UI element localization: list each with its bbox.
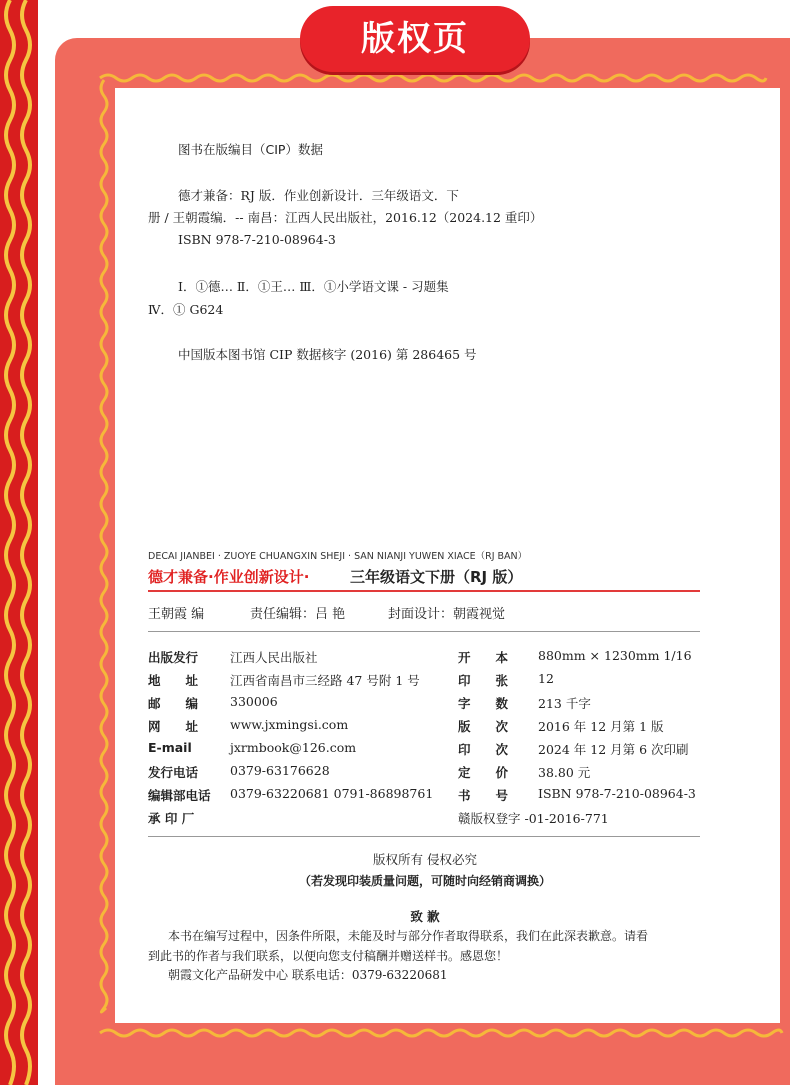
responsible-editor-credit: 责任编辑：吕 艳: [250, 607, 346, 622]
cip-line-4: Ⅰ．①德… Ⅱ．①王… Ⅲ．①小学语文课 - 习题集: [178, 279, 449, 294]
book-pinyin-title: DECAI JIANBEI · ZUOYE CHUANGXIN SHEJI · SAN NIANJI YUWEN XIACE（RJ BAN）: [148, 551, 528, 562]
quality-notice: （若发现印装质量问题，可随时向经销商调换）: [298, 874, 551, 888]
contact-line: 朝霞文化产品研发中心 联系电话：0379-63220681: [168, 968, 448, 982]
cip-line-2: 册 / 王朝霞编．-- 南昌：江西人民出版社，2016.12（2024.12 重印）: [148, 210, 543, 225]
page-title: 版权页: [300, 6, 530, 72]
rights-statement: 版权所有 侵权必究: [373, 852, 477, 867]
book-title-volume: 三年级语文下册（RJ 版）: [350, 568, 523, 586]
book-title-series: 德才兼备·作业创新设计·: [148, 568, 310, 586]
apology-title: 致 歉: [410, 909, 440, 924]
apology-body-1: 本书在编写过程中，因条件所限，未能及时与部分作者取得联系，我们在此深表歉意。请看: [168, 929, 649, 943]
title-divider: [148, 590, 700, 592]
apology-body-2: 到此书的作者与我们联系，以便向您支付稿酬并赠送样书。感恩您！: [148, 949, 509, 963]
cip-line-1: 德才兼备：RJ 版．作业创新设计．三年级语文．下: [178, 188, 459, 203]
cip-line-3: ISBN 978-7-210-08964-3: [178, 232, 336, 247]
cip-heading: 图书在版编目（CIP）数据: [178, 142, 323, 157]
editor-credit: 王朝霞 编: [148, 607, 205, 622]
cip-line-5: Ⅳ．① G624: [148, 302, 224, 317]
cover-design-credit: 封面设计：朝霞视觉: [388, 607, 506, 622]
cip-line-6: 中国版本图书馆 CIP 数据核字 (2016) 第 286465 号: [178, 347, 477, 362]
details-divider: [148, 836, 700, 837]
credits-divider: [148, 631, 700, 632]
